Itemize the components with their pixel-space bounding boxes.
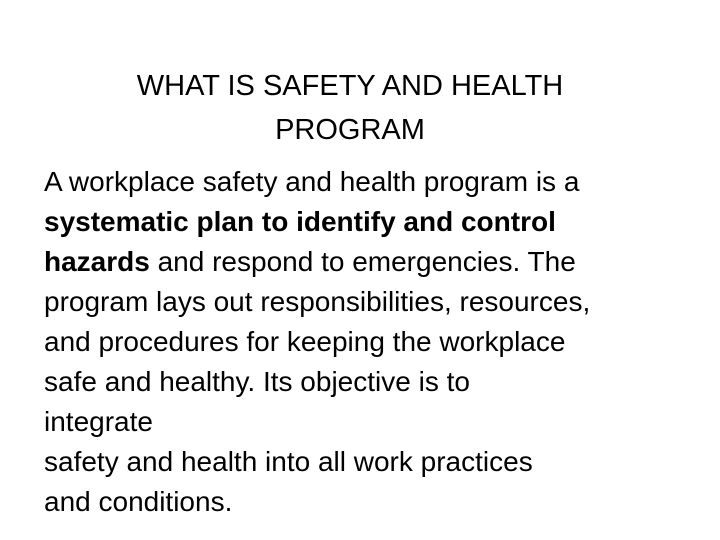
body-line-6: safe and healthy. Its objective is to: [44, 366, 470, 397]
emphasis-text: hazards: [44, 246, 150, 277]
body-line-2: [44, 202, 704, 242]
body-line-9: and conditions.: [44, 486, 233, 517]
body-line-7: integrate: [44, 406, 153, 437]
body-line-4: program lays out responsibilities, resources,: [44, 286, 591, 317]
emphasis-text: systematic plan to identify and control: [44, 206, 556, 237]
body-text-span: and respond to emergencies. The: [149, 246, 576, 277]
slide-title: [60, 64, 640, 152]
body-line-8: safety and health into all work practices: [44, 446, 533, 477]
slide-body: [44, 162, 704, 522]
title-line-1: WHAT IS SAFETY AND HEALTH: [136, 70, 564, 102]
body-line-1: A workplace safety and health program is a: [44, 166, 580, 197]
body-line-5: and procedures for keeping the workplace: [44, 326, 566, 357]
body-line-3: [44, 242, 704, 282]
title-line-2: PROGRAM: [275, 114, 425, 146]
